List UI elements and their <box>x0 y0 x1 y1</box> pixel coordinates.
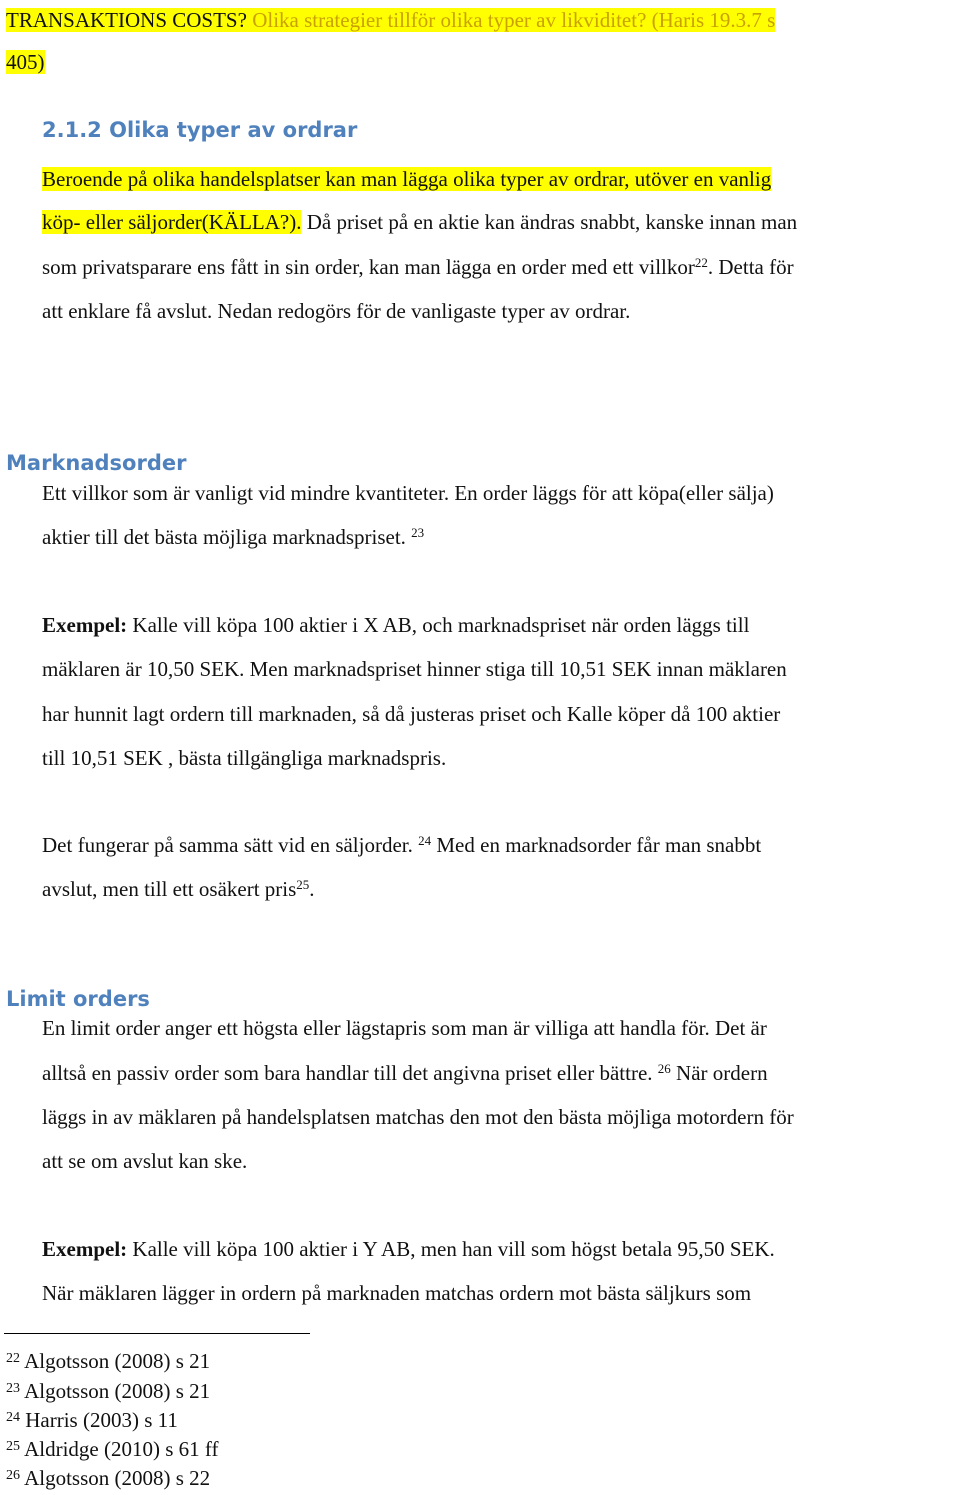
footnote <box>6 1464 210 1492</box>
text-line <box>42 1234 775 1264</box>
body-text: aktier till det bästa möjliga marknadspriset. <box>42 525 406 549</box>
text-line <box>42 478 774 508</box>
footnote-number: 22 <box>6 1351 20 1366</box>
text-line <box>6 5 775 35</box>
body-text: Det fungerar på samma sätt vid en säljorder. <box>42 833 413 857</box>
footnote-ref: 26 <box>657 1061 671 1076</box>
text-line <box>42 252 794 282</box>
body-text: att enklare få avslut. Nedan redogörs för de vanligaste typer av ordrar. <box>42 299 631 323</box>
body-text: När mäklaren lägger in ordern på marknaden matchas ordern mot bästa säljkurs som <box>42 1281 752 1305</box>
text-line <box>42 296 630 326</box>
text-line <box>42 654 787 684</box>
body-text: till 10,51 SEK , bästa tillgängliga marknadspris. <box>42 746 447 770</box>
body-text: läggs in av mäklaren på handelsplatsen matchas den mot den bästa möjliga motordern för <box>42 1105 794 1129</box>
body-text: . Detta för <box>707 255 794 279</box>
footnote <box>6 1377 210 1405</box>
body-text: Med en marknadsorder får man snabbt <box>431 833 762 857</box>
footnote-number: 26 <box>6 1468 20 1483</box>
text-line <box>42 1058 768 1088</box>
example-label: Exempel: <box>42 1237 128 1261</box>
footnote-ref: 23 <box>411 525 425 540</box>
highlighted-text: Olika strategier tillför olika typer av likviditet? (Haris 19.3.7 s <box>246 8 776 32</box>
body-text: alltså en passiv order som bara handlar till det angivna priset eller bättre. <box>42 1061 653 1085</box>
highlighted-text: Beroende på olika handelsplatser kan man lägga olika typer av ordrar, utöver en vanlig <box>42 167 772 191</box>
text-line <box>42 699 780 729</box>
text-line <box>6 47 45 77</box>
body-text: När ordern <box>670 1061 768 1085</box>
footnote <box>6 1435 219 1463</box>
section-heading: 2.1.2 Olika typer av ordrar <box>42 118 358 142</box>
text-line <box>42 743 446 773</box>
highlighted-text: 405) <box>6 50 45 74</box>
body-text: som privatsparare ens fått in sin order, kan man lägga en order med ett villkor <box>42 255 695 279</box>
body-text: att se om avslut kan ske. <box>42 1149 248 1173</box>
text-line <box>42 1102 794 1132</box>
footnote-text: Algotsson (2008) s 21 <box>20 1379 211 1403</box>
text-line <box>42 1278 751 1308</box>
highlighted-text: köp- eller säljorder(KÄLLA?). <box>42 210 302 234</box>
body-text: mäklaren är 10,50 SEK. Men marknadspriset hinner stiga till 10,51 SEK innan mäklaren <box>42 657 787 681</box>
text-line <box>42 522 424 552</box>
highlighted-text: TRANSAKTIONS COSTS? <box>6 8 247 32</box>
footnote-text: Aldridge (2010) s 61 ff <box>20 1437 219 1461</box>
body-text: Kalle vill köpa 100 aktier i X AB, och marknadspriset när orden läggs till <box>127 613 750 637</box>
example-label: Exempel: <box>42 613 128 637</box>
footnote-text: Algotsson (2008) s 21 <box>20 1349 211 1373</box>
text-line <box>42 1146 247 1176</box>
footnote-text: Algotsson (2008) s 22 <box>20 1466 211 1490</box>
text-line <box>42 164 771 194</box>
body-text: Ett villkor som är vanligt vid mindre kvantiteter. En order läggs för att köpa(eller sälja) <box>42 481 774 505</box>
text-line <box>42 830 761 860</box>
subheading-limit-orders: Limit orders <box>6 987 150 1011</box>
footnote-separator <box>4 1333 310 1334</box>
text-line <box>42 610 749 640</box>
body-text: har hunnit lagt ordern till marknaden, så då justeras priset och Kalle köper då 100 aktier <box>42 702 781 726</box>
footnote-ref: 24 <box>418 833 432 848</box>
footnote-ref: 22 <box>694 255 708 270</box>
body-text: . <box>309 877 315 901</box>
body-text: Kalle vill köpa 100 aktier i Y AB, men han vill som högst betala 95,50 SEK. <box>127 1237 775 1261</box>
text-line <box>42 207 797 237</box>
text-line <box>42 874 315 904</box>
footnote-text: Harris (2003) s 11 <box>20 1408 178 1432</box>
footnote-number: 23 <box>6 1381 20 1396</box>
body-text: avslut, men till ett osäkert pris <box>42 877 297 901</box>
subheading-market-order: Marknadsorder <box>6 451 187 475</box>
footnote-number: 25 <box>6 1439 20 1454</box>
text-line <box>42 1013 767 1043</box>
footnote <box>6 1406 178 1434</box>
body-text: Då priset på en aktie kan ändras snabbt, kanske innan man <box>301 210 798 234</box>
footnote-ref: 25 <box>296 877 310 892</box>
footnote-number: 24 <box>6 1410 20 1425</box>
body-text: En limit order anger ett högsta eller lägstapris som man är villiga att handla för. Det är <box>42 1016 767 1040</box>
footnote <box>6 1347 210 1375</box>
